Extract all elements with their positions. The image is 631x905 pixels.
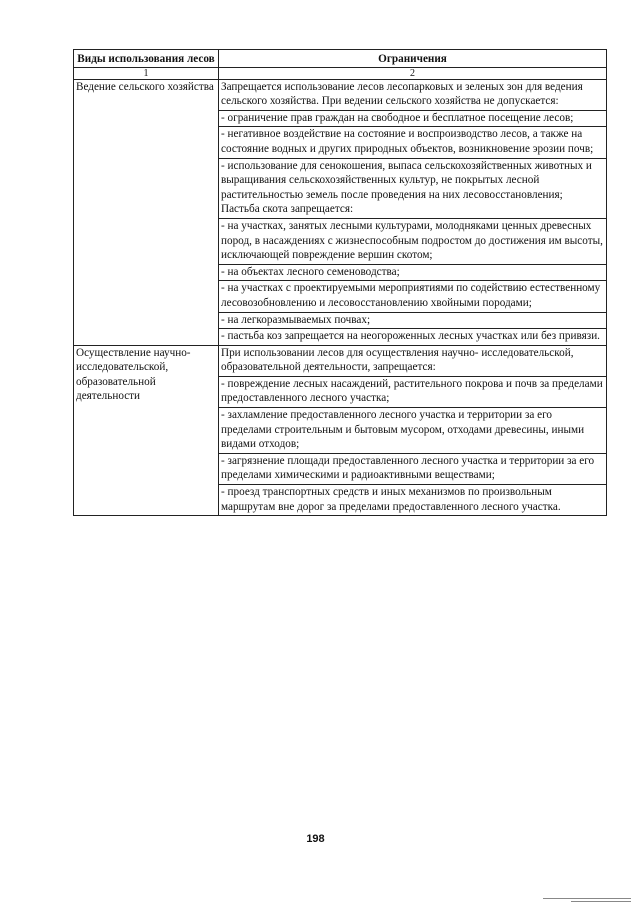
column-number-1: 1 bbox=[74, 67, 219, 79]
row-restrictions-agriculture bbox=[219, 79, 607, 345]
restriction-entry: - пастьба коз запрещается на неогороженных лесных участках или без привязи. bbox=[221, 330, 600, 343]
restriction-entry: - на участках, занятых лесными культурами, молодняками ценных древесных пород, в насаждениях с жизнеспособным подростом до достижения им высоты, исключающей повреждение вершин скотом; bbox=[219, 219, 606, 265]
restriction-entry: - на легкоразмываемых почвах; bbox=[219, 313, 606, 330]
column-number-2: 2 bbox=[219, 67, 607, 79]
restriction-entry: - загрязнение площади предоставленного лесного участка и территории за его пределами химическими и радиоактивными веществами; bbox=[219, 454, 606, 485]
page-number: 198 bbox=[306, 833, 325, 845]
row-category-research-education: Осуществление научно-исследовательской, образовательной деятельности bbox=[74, 345, 219, 516]
restriction-entry: Запрещается использование лесов лесопарковых и зеленых зон для ведения сельского хозяйства. При ведении сельского хозяйства не допускается: bbox=[219, 80, 606, 111]
restriction-entry: - ограничение прав граждан на свободное и бесплатное посещение лесов; bbox=[219, 111, 606, 128]
restriction-entry: - на участках с проектируемыми мероприятиями по содействию естественному лесовозобновлению и лесовосстановлению хвойными породами; bbox=[219, 281, 606, 312]
table-header-row bbox=[74, 50, 607, 68]
table-row bbox=[74, 345, 607, 516]
restriction-entry: - негативное воздействие на состояние и воспроизводство лесов, а также на состояние водных и других природных объектов, возникновение эрозии почв; bbox=[219, 127, 606, 158]
restriction-entry: - использование для сенокошения, выпаса сельскохозяйственных животных и выращивания сельскохозяйственных культур, не покрытых лесной растительностью земель после проведения на них лесовосстановления; Пастьба скота запрещается: bbox=[219, 159, 606, 219]
restriction-entry: - захламление предоставленного лесного участка и территории за его пределами строительным и бытовым мусором, отходами древесины, иными видами отходов; bbox=[219, 408, 606, 454]
column-number-row bbox=[74, 67, 607, 79]
restriction-entry: - повреждение лесных насаждений, растительного покрова и почв за пределами предоставленного лесного участка; bbox=[219, 377, 606, 408]
row-restrictions-research-education bbox=[219, 345, 607, 516]
scan-edge-lines bbox=[541, 885, 631, 905]
restriction-entry: - на объектах лесного семеноводства; bbox=[219, 265, 606, 282]
table-row bbox=[74, 79, 607, 345]
restrictions-table bbox=[73, 49, 607, 516]
header-forest-use-types: Виды использования лесов bbox=[74, 50, 219, 68]
restriction-entry: - проезд транспортных средств и иных механизмов по произвольным маршрутам вне дорог за пределами предоставленного лесного участка. bbox=[221, 486, 561, 513]
header-restrictions: Ограничения bbox=[219, 50, 607, 68]
row-category-agriculture: Ведение сельского хозяйства bbox=[74, 79, 219, 345]
restriction-entry: При использовании лесов для осуществления научно- исследовательской, образовательной деятельности, запрещается: bbox=[219, 346, 606, 377]
